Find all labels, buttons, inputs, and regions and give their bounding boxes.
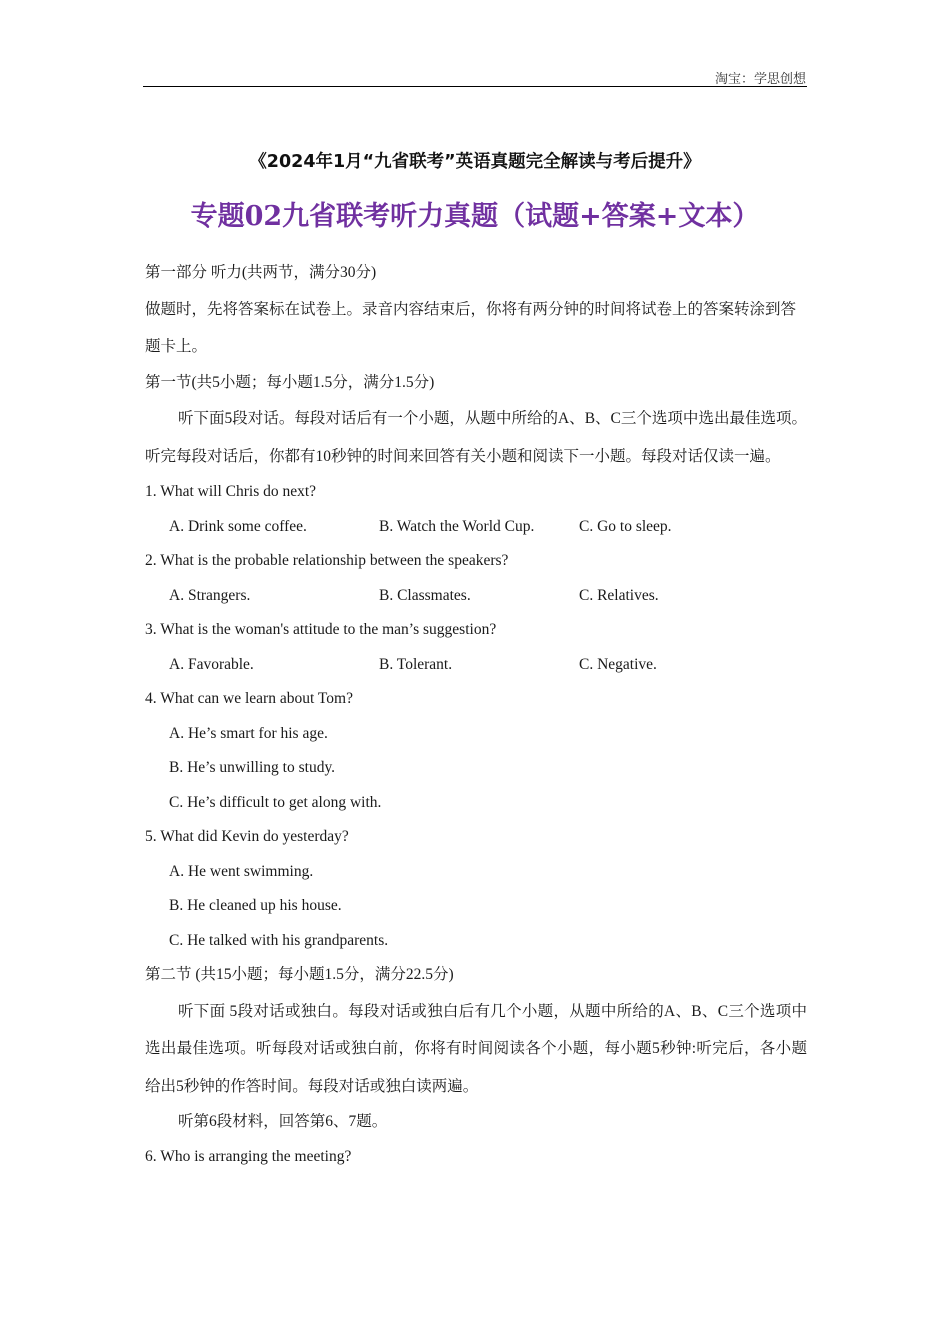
document-subtitle: 专题02九省联考听力真题（试题+答案+文本）: [190, 201, 760, 232]
document-title: 《2024年1月“九省联考”英语真题完全解读与考后提升》: [249, 152, 701, 172]
option-c: C. Go to sleep.: [579, 517, 672, 535]
part1-instruction: 做题时，先将答案标在试卷上。录音内容结束后，你将有两分钟的时间将试卷上的答案转涂到答题卡上。: [145, 300, 797, 355]
option-c: C. He’s difficult to get along with.: [169, 793, 382, 811]
option-c: C. Relatives.: [579, 586, 659, 604]
option-c: C. He talked with his grandparents.: [169, 931, 389, 949]
option-b: B. He’s unwilling to study.: [169, 759, 336, 776]
option-b: B. He cleaned up his house.: [169, 897, 342, 914]
header-note: 淘宝：学思创想: [714, 71, 806, 86]
question-2-options: [145, 579, 807, 614]
option-a: A. Strangers.: [169, 586, 251, 604]
option-c: C. Negative.: [579, 655, 657, 673]
option-b: B. Classmates.: [379, 586, 471, 604]
option-a: A. Favorable.: [169, 655, 254, 673]
question-1: 1. What will Chris do next?: [145, 483, 317, 500]
question-3: 3. What is the woman's attitude to the man’s suggestion?: [145, 621, 497, 638]
question-3-options: [145, 648, 807, 683]
question-4: 4. What can we learn about Tom?: [145, 690, 353, 707]
question-5: 5. What did Kevin do yesterday?: [145, 828, 349, 845]
question-2: 2. What is the probable relationship between the speakers?: [145, 552, 509, 569]
document-body: [145, 256, 807, 1174]
section1-instruction: 听下面5段对话。每段对话后有一个小题，从题中所给的A、B、C三个选项中选出最佳选项。听完每段对话后，你都有10秒钟的时间来回答有关小题和阅读下一小题。每段对话仅读一遍。: [145, 410, 807, 465]
material-6-note: 听第6段材料，回答第6、7题。: [178, 1113, 388, 1130]
header-rule: [143, 86, 807, 87]
section1-heading: 第一节(共5小题；每小题1.5分，满分1.5分): [145, 373, 435, 391]
option-b: B. Watch the World Cup.: [379, 517, 535, 535]
option-a: A. Drink some coffee.: [169, 517, 307, 535]
option-a: A. He’s smart for his age.: [169, 724, 328, 742]
option-a: A. He went swimming.: [169, 862, 314, 880]
section2-instruction: 听下面 5段对话或独白。每段对话或独白后有几个小题，从题中所给的A、B、C三个选项中选出最佳选项。听每段对话或独白前，你将有时间阅读各个小题，每小题5秒钟:听完后，各小题给出5秒钟的作答时间。每段对话或独白读两遍。: [145, 1002, 807, 1095]
question-1-options: [145, 510, 807, 545]
option-b: B. Tolerant.: [379, 655, 453, 673]
section2-heading: 第二节 (共15小题；每小题1.5分，满分22.5分): [145, 966, 454, 983]
question-6: 6. Who is arranging the meeting?: [145, 1147, 352, 1165]
part1-heading: 第一部分 听力(共两节，满分30分): [145, 264, 377, 281]
